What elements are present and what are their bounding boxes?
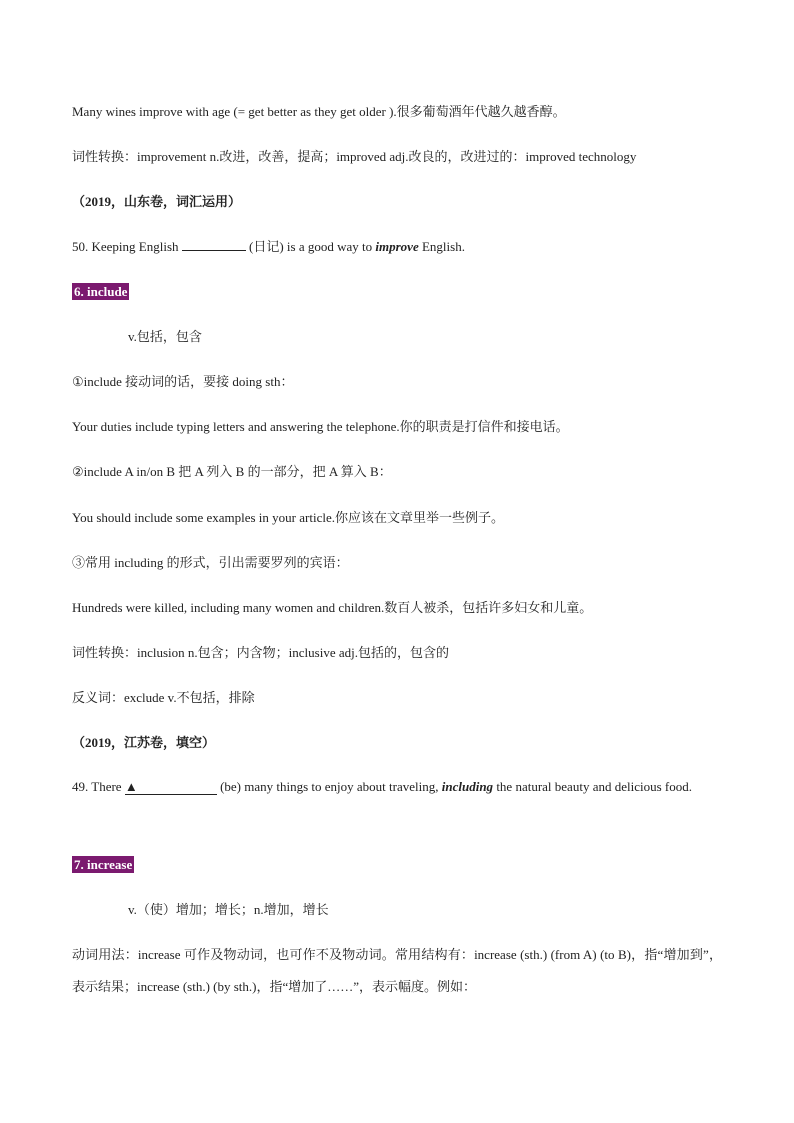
usage-note-3: ③常用 including 的形式，引出需要罗列的宾语： [72, 555, 349, 570]
exercise-50-middle: (日记) is a good way to [249, 239, 373, 254]
example-sentence-improve: Many wines improve with age (= get better as they get older ).很多葡萄酒年代越久越香醇。 [72, 104, 566, 119]
exam-source-shandong: （2019，山东卷，词汇运用） [72, 194, 242, 209]
definition-increase: v.（使）增加；增长；n.增加，增长 [128, 902, 329, 917]
example-sentence-hundreds: Hundreds were killed, including many women and children.数百人被杀，包括许多妇女和儿童。 [72, 600, 593, 615]
section-heading-include: 6. include [74, 284, 128, 299]
section-heading-increase-row [72, 856, 722, 874]
exercise-50-suffix: English. [421, 239, 465, 254]
usage-note-2: ②include A in/on B 把 A 列入 B 的一部分，把 A 算入 B： [72, 464, 392, 479]
exercise-50-keyword: improve [375, 239, 419, 254]
exercise-49-prefix: 49. There [72, 779, 122, 794]
word-form-conversion-improve: 词性转换：improvement n.改进，改善，提高；improved adj.改良的，改进过的：improved technology [72, 149, 637, 164]
example-sentence-article: You should include some examples in your article.你应该在文章里举一些例子。 [72, 510, 504, 525]
exercise-49-suffix: the natural beauty and delicious food. [496, 779, 692, 794]
answer-blank-49[interactable] [125, 780, 217, 795]
exercise-49-keyword: including [441, 779, 494, 794]
exercise-49 [72, 771, 722, 803]
exercise-50 [72, 238, 722, 256]
blank-triangle-icon: ▲ [124, 779, 138, 794]
antonym-include: 反义词：exclude v.不包括，排除 [72, 690, 255, 705]
verb-usage-increase: 动词用法：increase 可作及物动词，也可作不及物动词。常用结构有：increase (sth.) (from A) (to B)，指“增加到”，表示结果；increase (sth.) (by sth.)，指“增加了……”，表示幅度。例如： [72, 947, 722, 994]
answer-blank-50[interactable] [182, 238, 246, 251]
exercise-50-prefix: 50. Keeping English [72, 239, 179, 254]
exam-source-jiangsu: （2019，江苏卷，填空） [72, 735, 216, 750]
usage-note-1: ①include 接动词的话，要接 doing sth： [72, 374, 294, 389]
example-sentence-duties: Your duties include typing letters and answering the telephone.你的职责是打信件和接电话。 [72, 419, 569, 434]
section-heading-include-row [72, 283, 722, 301]
exercise-49-middle: (be) many things to enjoy about traveling, [220, 779, 439, 794]
word-form-conversion-include: 词性转换：inclusion n.包含；内含物；inclusive adj.包括的，包含的 [72, 645, 449, 660]
definition-include: v.包括，包含 [128, 329, 202, 344]
section-heading-increase: 7. increase [74, 857, 133, 872]
